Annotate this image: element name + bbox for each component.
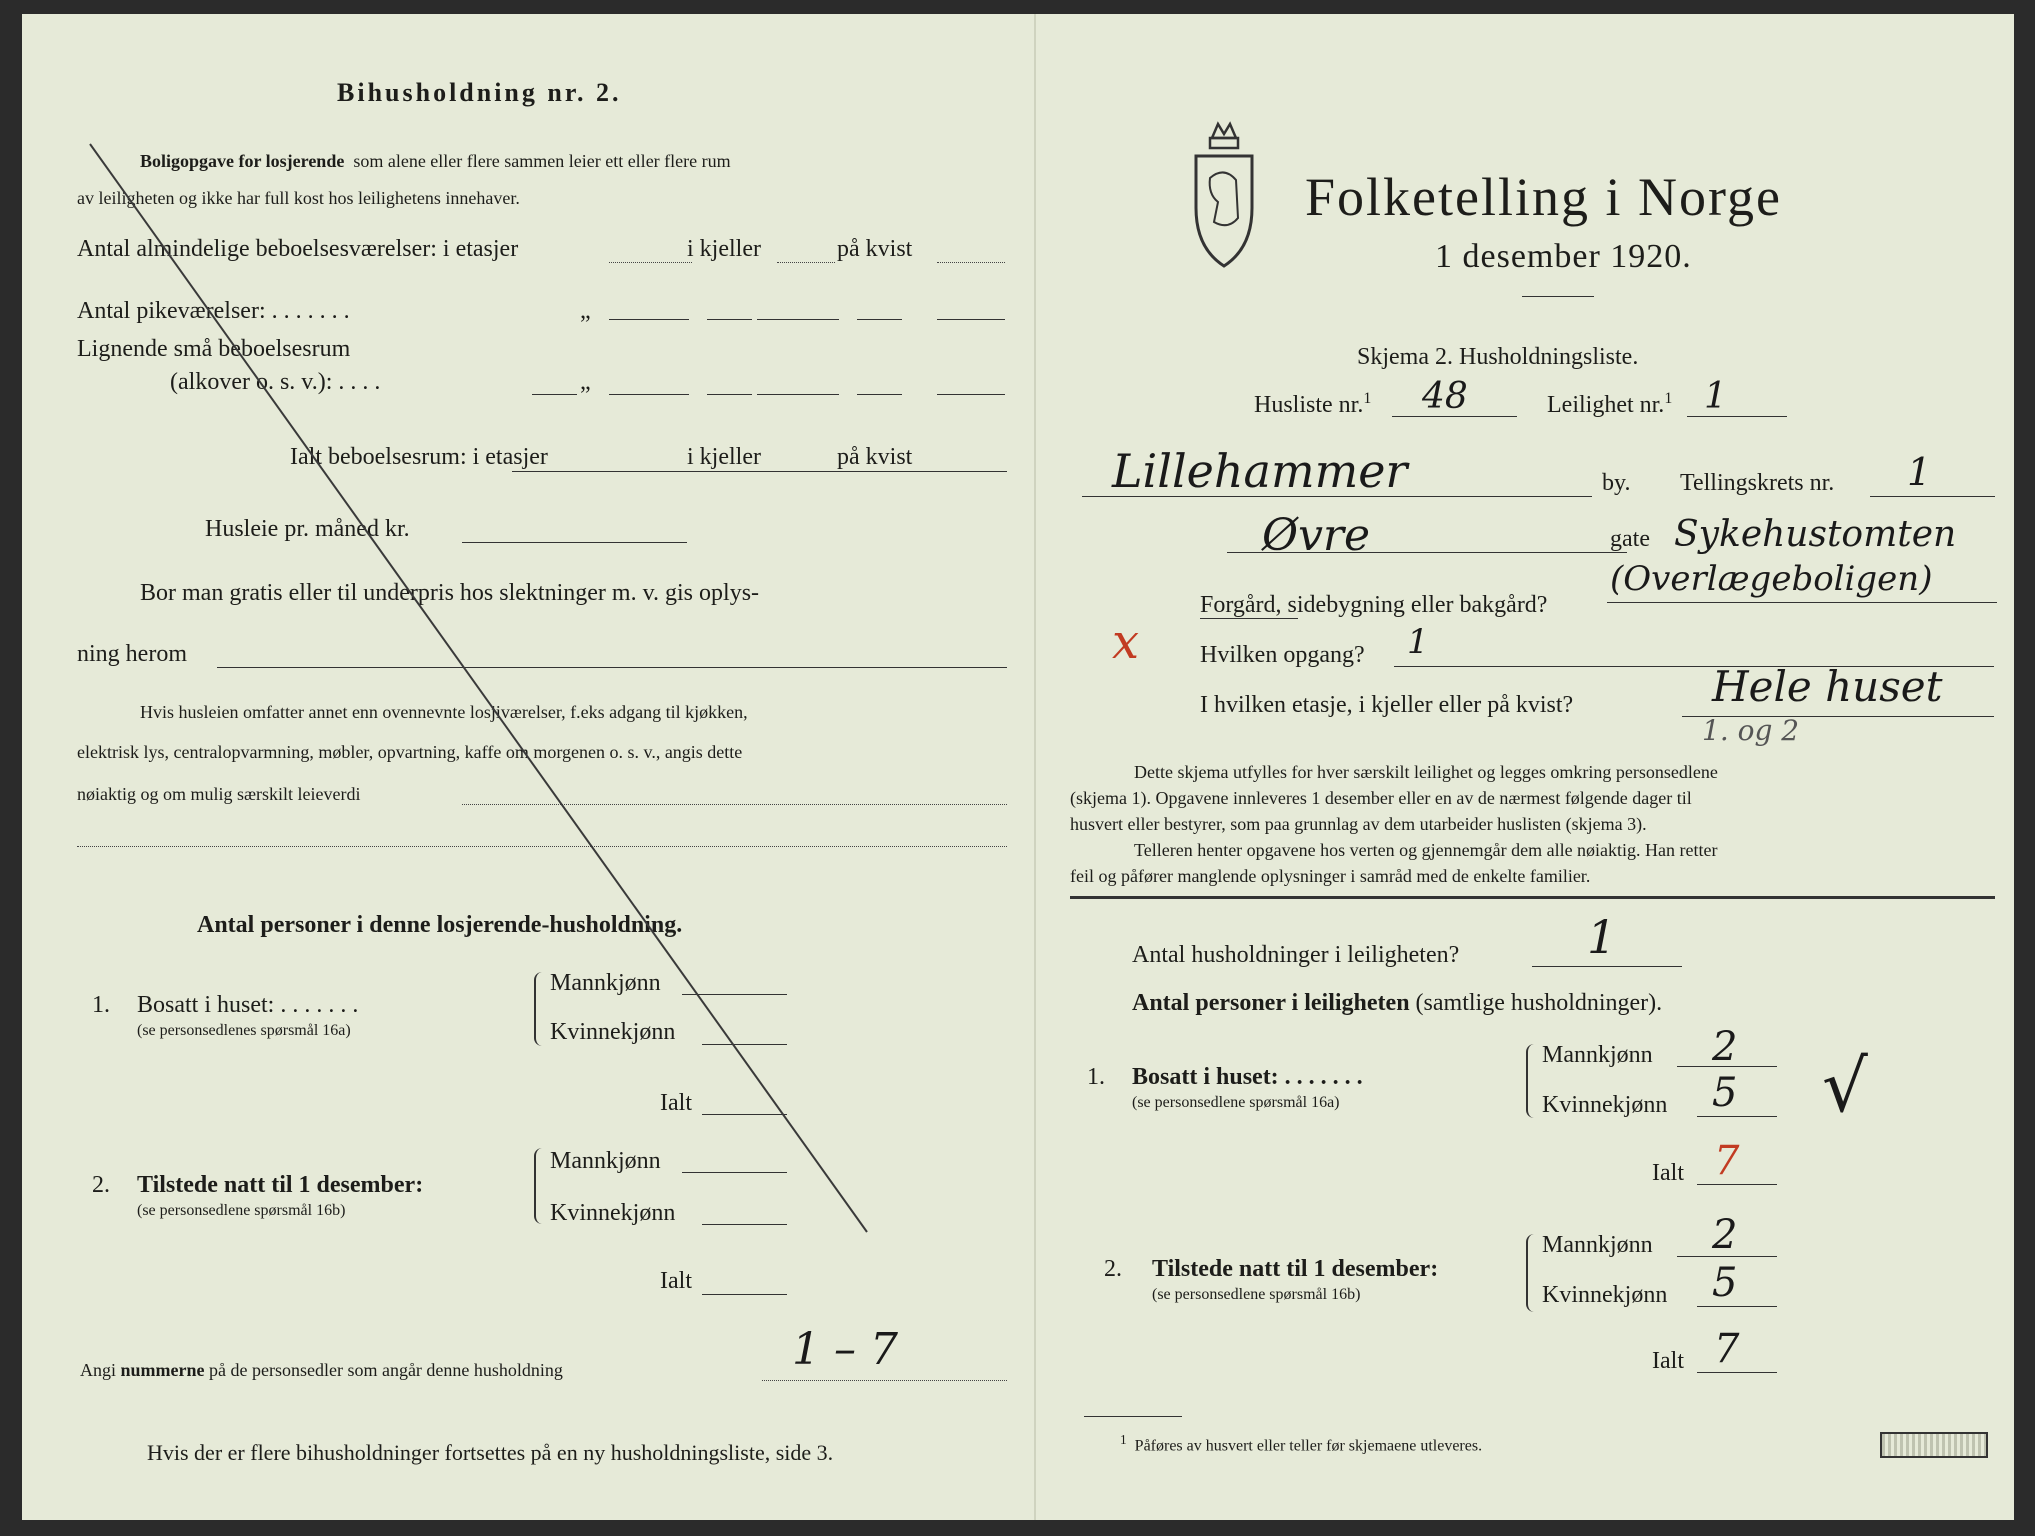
right-q1-ialt: Ialt (1652, 1160, 1684, 1186)
ialt-rum-label: Ialt beboelsesrum: i etasjer (290, 444, 548, 470)
right-q1-mann-value: 2 (1712, 1024, 1738, 1070)
angi-line: Angi nummerne på de personsedler som angår denne husholdning (80, 1360, 563, 1380)
forgaard-label: Forgård, sidebygning eller bakgård? (1200, 592, 1548, 618)
row-almindelige-kjeller: i kjeller (687, 236, 761, 262)
left-q2-kvinne: Kvinnekjønn (550, 1200, 676, 1226)
right-q2-label: Tilstede natt til 1 desember: (1152, 1256, 1439, 1282)
by-label: by. (1602, 470, 1631, 496)
coat-of-arms-icon (1184, 118, 1264, 278)
husliste-value: 48 (1422, 376, 1468, 417)
skjema-label: Skjema 2. Husholdningsliste. (1357, 344, 1639, 370)
hvis-line-2: elektrisk lys, centralopvarmning, møbler, opvartning, kaffe om morgenen o. s. v., angis dette (77, 742, 743, 762)
footnote: $^1$ Påføres av husvert eller teller før skjemaene utleveres. (1120, 1432, 1483, 1455)
right-date: 1 desember 1920. (1435, 238, 1692, 275)
right-q2-ialt: Ialt (1652, 1348, 1684, 1374)
instruction-line-2: (skjema 1). Opgavene innleveres 1 desember eller en av de nærmest følgende dager til (1070, 788, 1692, 808)
instruction-line-1: Dette skjema utfylles for hver særskilt leilighet og legges omkring personsedlene (1134, 762, 1718, 782)
row-almindelige-kvist: på kvist (837, 236, 913, 262)
right-q1-label: Bosatt i huset: . . . . . . . (1132, 1064, 1363, 1090)
etasje-value-2: 1. og 2 (1702, 714, 1800, 747)
husholdninger-value: 1 (1587, 910, 1617, 964)
krets-value: 1 (1907, 450, 1932, 494)
hvis-line-3: nøiaktig og om mulig særskilt leieverdi (77, 784, 361, 804)
husliste-label: Husliste nr.$^1$ (1254, 390, 1372, 418)
angi-handwritten-value: 1 – 7 (792, 1324, 898, 1375)
left-q1-ialt: Ialt (660, 1090, 692, 1116)
right-title: Folketelling i Norge (1305, 167, 1782, 227)
row-lignende-label-2: (alkover o. s. v.): . . . . (170, 369, 381, 395)
right-q1-kvinne-value: 5 (1712, 1070, 1738, 1116)
leilighet-value: 1 (1704, 376, 1727, 417)
left-q2-number: 2. (92, 1172, 110, 1198)
right-q2-mann-value: 2 (1712, 1212, 1738, 1258)
husholdninger-label: Antal husholdninger i leiligheten? (1132, 942, 1460, 968)
gate-value-2: (Overlægeboligen) (1610, 559, 1933, 599)
row-pike-label: Antal pikeværelser: . . . . . . . (77, 298, 350, 324)
right-q2-sub: (se personsedlene spørsmål 16b) (1152, 1286, 1361, 1303)
leilighet-label: Leilighet nr.$^1$ (1547, 390, 1673, 418)
gratis-line-1: Bor man gratis eller til underpris hos slektninger m. v. gis oplys- (140, 580, 760, 606)
strike-through-line (22, 14, 1022, 1314)
gate-label: gate (1610, 526, 1650, 552)
row-almindelige-label: Antal almindelige beboelsesværelser: i etasjer (77, 236, 519, 262)
husleie-label: Husleie pr. måned kr. (205, 516, 410, 542)
printer-stamp-icon (1880, 1432, 1988, 1458)
ditto-mark: „ (580, 369, 591, 395)
krets-label: Tellingskrets nr. (1680, 470, 1835, 496)
right-q1-mann: Mannkjønn (1542, 1042, 1653, 1068)
intro-line-1: Boligopgave for losjerende som alene eller flere sammen leier ett eller flere rum (140, 151, 731, 171)
ditto-mark: „ (580, 298, 591, 324)
instruction-line-4: Telleren henter opgavene hos verten og gjennemgår dem alle nøiaktig. Han retter (1134, 840, 1718, 860)
right-q2-number: 2. (1104, 1256, 1122, 1282)
left-q2-mann: Mannkjønn (550, 1148, 661, 1174)
right-q2-ialt-value: 7 (1714, 1326, 1740, 1372)
right-q2-kvinne: Kvinnekjønn (1542, 1282, 1668, 1308)
left-q2-label: Tilstede natt til 1 desember: (137, 1172, 424, 1198)
ialt-rum-kjeller: i kjeller (687, 444, 761, 470)
left-footer: Hvis der er flere bihusholdninger fortsettes på en ny husholdningsliste, side 3. (147, 1440, 834, 1465)
antal-personer-heading: Antal personer i leiligheten (samtlige husholdninger). (1132, 990, 1663, 1016)
check-mark: √ (1822, 1044, 1868, 1128)
right-q1-sub: (se personsedlene spørsmål 16a) (1132, 1094, 1340, 1111)
left-q1-number: 1. (92, 992, 110, 1018)
hvis-line-1: Hvis husleien omfatter annet enn ovennevnte losjiværelser, f.eks adgang til kjøkken, (140, 702, 748, 722)
right-q2-mann: Mannkjønn (1542, 1232, 1653, 1258)
left-q1-kvinne: Kvinnekjønn (550, 1019, 676, 1045)
gate-value: Sykehustomten (1674, 514, 1957, 555)
left-title: Bihusholdning nr. 2. (337, 78, 622, 107)
ovre-value: Øvre (1262, 510, 1371, 561)
left-q1-sub: (se personsedlenes spørsmål 16a) (137, 1022, 351, 1039)
instruction-line-3: husvert eller bestyrer, som paa grunnlag av dem utarbeider huslisten (skjema 3). (1070, 814, 1647, 834)
row-lignende-label-1: Lignende små beboelsesrum (77, 336, 351, 362)
left-q1-label: Bosatt i huset: . . . . . . . (137, 992, 359, 1018)
page-fold (1034, 14, 1036, 1520)
right-q1-kvinne: Kvinnekjønn (1542, 1092, 1668, 1118)
gratis-line-2: ning herom (77, 641, 187, 667)
ialt-rum-kvist: på kvist (837, 444, 913, 470)
intro-line-2: av leiligheten og ikke har full kost hos leilighetens innehaver. (77, 188, 520, 208)
right-q1-ialt-value: 7 (1714, 1138, 1740, 1184)
left-q2-sub: (se personsedlene spørsmål 16b) (137, 1202, 346, 1219)
census-sheet (22, 14, 2014, 1520)
opgang-value: 1 (1407, 622, 1429, 662)
red-check-mark: x (1112, 614, 1140, 670)
etasje-label: I hvilken etasje, i kjeller eller på kvist? (1200, 692, 1574, 718)
etasje-value: Hele huset (1712, 662, 1943, 711)
right-q1-number: 1. (1087, 1064, 1105, 1090)
left-q1-mann: Mannkjønn (550, 970, 661, 996)
opgang-label: Hvilken opgang? (1200, 642, 1365, 668)
instruction-line-5: feil og påfører manglende oplysninger i samråd med de enkelte familier. (1070, 866, 1591, 886)
antal-losjerende-heading: Antal personer i denne losjerende-husholdning. (197, 912, 683, 938)
left-q2-ialt: Ialt (660, 1268, 692, 1294)
town-value: Lillehammer (1112, 444, 1408, 498)
right-q2-kvinne-value: 5 (1712, 1260, 1738, 1306)
